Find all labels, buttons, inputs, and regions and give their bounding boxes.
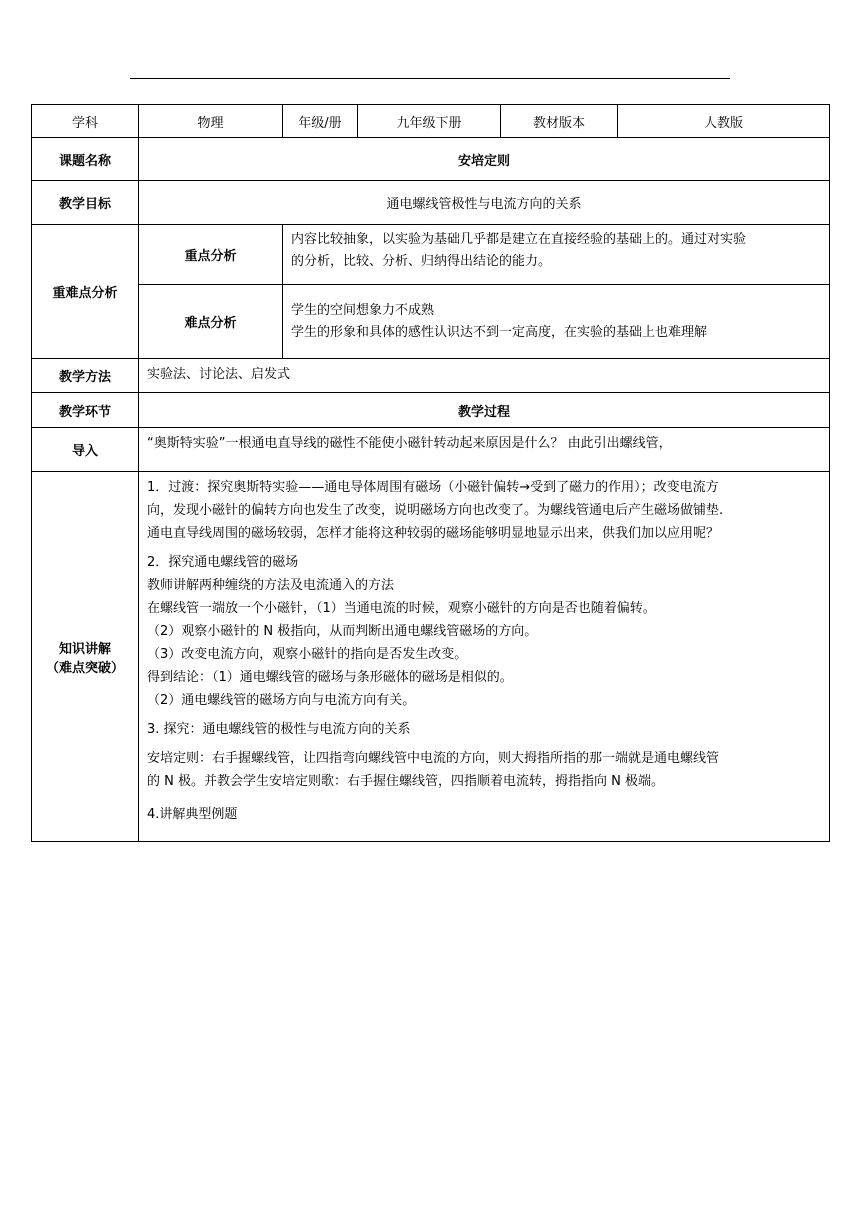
- para-examples: 4.讲解典型例题: [147, 807, 238, 822]
- key-analysis-label: 重点分析: [139, 225, 283, 285]
- process-row: [32, 393, 830, 428]
- para-explore-field: [147, 551, 821, 712]
- lesson-plan-table: [31, 104, 830, 842]
- difficult-analysis-label: 难点分析: [139, 285, 283, 359]
- para-ampere-rule: [147, 747, 821, 793]
- text-line: 得到结论：（1）通电螺线管的磁场与条形磁体的磁场是相似的。: [147, 670, 513, 685]
- goal-row: [32, 181, 830, 225]
- text-line: 向，发现小磁针的偏转方向也发生了改变，说明磁场方向也改变了。为螺线管通电后产生磁场做铺垫.: [147, 503, 724, 518]
- key-analysis-row: [32, 225, 830, 285]
- key-analysis-line: 的分析，比较、分析、归纳得出结论的能力。: [291, 254, 552, 269]
- method-value: 实验法、讨论法、启发式: [139, 359, 830, 393]
- text-line: （2）观察小磁针的 N 极指向，从而判断出通电螺线管磁场的方向。: [147, 624, 538, 639]
- para-explore-polarity: 3. 探究：通电螺线管的极性与电流方向的关系: [147, 722, 411, 737]
- difficult-analysis-row: [32, 285, 830, 359]
- key-analysis-line: 内容比较抽象，以实验为基础几乎都是建立在直接经验的基础上的。通过对实验: [291, 232, 747, 247]
- text-line: 通电直导线周围的磁场较弱，怎样才能将这种较弱的磁场能够明显地显示出来，供我们加以应用呢？: [147, 526, 720, 541]
- edition-value: 人教版: [618, 105, 830, 138]
- knowledge-label-line2: （难点突破）: [45, 660, 124, 676]
- key-analysis-text: [283, 225, 830, 285]
- topic-label: 课题名称: [32, 138, 139, 181]
- subject-label: 学科: [32, 105, 139, 138]
- process-label: 教学环节: [32, 393, 139, 428]
- analysis-label: 重难点分析: [32, 225, 139, 359]
- text-line: 2．探究通电螺线管的磁场: [147, 555, 299, 570]
- goal-value: 通电螺线管极性与电流方向的关系: [139, 181, 830, 225]
- text-line: 的 N 极。并教会学生安培定则歌：右手握住螺线管，四指顺着电流转，拇指指向 N 极端。: [147, 774, 664, 789]
- knowledge-content: [139, 472, 830, 842]
- method-label: 教学方法: [32, 359, 139, 393]
- edition-label: 教材版本: [501, 105, 618, 138]
- text-line: 1．过渡：探究奥斯特实验——通电导体周围有磁场（小磁针偏转→受到了磁力的作用）；改变电流方: [147, 480, 719, 495]
- grade-label: 年级/册: [283, 105, 358, 138]
- goal-label: 教学目标: [32, 181, 139, 225]
- knowledge-label-line1: 知识讲解: [58, 641, 111, 657]
- subject-value: 物理: [139, 105, 283, 138]
- text-line: 教师讲解两种缠绕的方法及电流通入的方法: [147, 578, 395, 593]
- intro-row: [32, 428, 830, 472]
- topic-row: [32, 138, 830, 181]
- difficult-analysis-text: [283, 285, 830, 359]
- process-value: 教学过程: [139, 393, 830, 428]
- text-line: 安培定则：右手握螺线管，让四指弯向螺线管中电流的方向，则大拇指所指的那一端就是通电螺线管: [147, 751, 720, 766]
- method-row: [32, 359, 830, 393]
- para-transition: [147, 476, 821, 545]
- difficult-analysis-line: 学生的空间想象力不成熟: [291, 302, 435, 318]
- text-line: 在螺线管一端放一个小磁针，（1）当通电流的时候，观察小磁针的方向是否也随着偏转。: [147, 601, 656, 616]
- knowledge-row: [32, 472, 830, 842]
- intro-label: 导入: [32, 428, 139, 472]
- grade-value: 九年级下册: [358, 105, 501, 138]
- difficult-analysis-line: 学生的形象和具体的感性认识达不到一定高度，在实验的基础上也难理解: [291, 324, 708, 340]
- header-rule: [130, 78, 730, 79]
- header-row: [32, 105, 830, 138]
- topic-value: 安培定则: [139, 138, 830, 181]
- knowledge-label: [32, 472, 139, 842]
- text-line: （2）通电螺线管的磁场方向与电流方向有关。: [147, 693, 416, 708]
- text-line: （3）改变电流方向，观察小磁针的指向是否发生改变。: [147, 647, 468, 662]
- intro-value: “奥斯特实验”一根通电直导线的磁性不能使小磁针转动起来原因是什么？ 由此引出螺线管，: [139, 428, 830, 472]
